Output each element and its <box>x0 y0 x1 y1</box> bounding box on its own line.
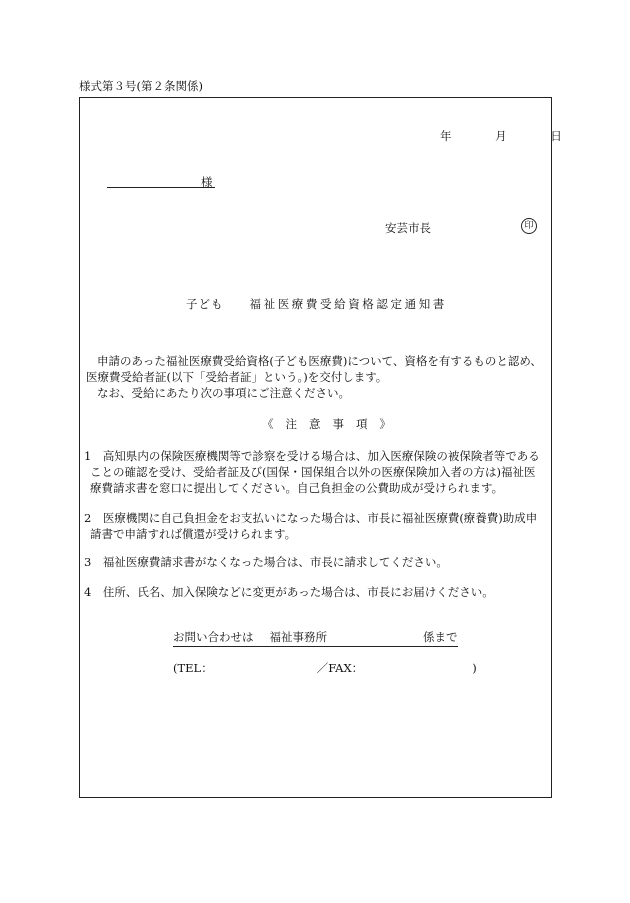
notes-heading-char-1: 注 <box>285 417 297 431</box>
contact-label: お問い合わせは <box>173 630 254 644</box>
seal-stamp: 印 <box>521 218 537 234</box>
issuer-title: 安芸市長 <box>385 221 431 235</box>
date-line <box>440 128 562 144</box>
note-1-line-2: ことの確認を受け、受給者証及び(国保・国保組合以外の医療保険加入者の方は)福祉医 <box>90 465 536 479</box>
date-day: 日 <box>550 129 562 143</box>
addressee-blank-line <box>107 186 215 188</box>
note-item-1 <box>84 448 550 496</box>
notes-heading-char-3: 事 <box>332 417 344 431</box>
contact-underlined <box>173 629 423 647</box>
intro-line-3: なお、受給にあたり次の事項にご注意ください。 <box>97 386 350 400</box>
note-1-line-3: 療費請求書を窓口に提出してください。自己負担金の公費助成が受けられます。 <box>90 481 504 495</box>
intro-line-2: 医療費受給者証(以下「受給者証」という。)を交付します。 <box>86 370 388 384</box>
document-title <box>186 296 447 312</box>
note-item-4 <box>84 584 550 600</box>
intro-line-1: 申請のあった福祉医療費受給資格(子ども医療費)について、資格を有するものと認め、 <box>97 354 542 368</box>
contact-office: 福祉事務所 <box>269 630 327 644</box>
notes-heading-char-2: 意 <box>309 417 321 431</box>
intro-paragraph <box>86 353 550 401</box>
tel-label: (TEL： <box>173 661 213 675</box>
notes-heading-char-4: 項 <box>356 417 368 431</box>
note-4-line-1: 4 住所、氏名、加入保険などに変更があった場合は、市長にお届けください。 <box>84 585 494 599</box>
note-1-line-1: 1 高知県内の保険医療機関等で診察を受ける場合は、加入医療保険の被保険者等である <box>84 449 540 463</box>
notice-frame <box>79 97 562 798</box>
addressee-suffix: 様 <box>201 175 213 189</box>
note-item-3 <box>84 554 550 570</box>
notes-heading-close: 》 <box>379 417 391 431</box>
tel-fax-line <box>173 660 477 676</box>
fax-label: ／FAX： <box>316 661 364 675</box>
title-part-1: 子ども <box>186 297 224 311</box>
title-part-2: 福祉医療費受給資格認定通知書 <box>249 297 447 311</box>
note-2-line-1: 2 医療機関に自己負担金をお支払いになった場合は、市長に福祉医療費(療養費)助成申 <box>84 511 538 525</box>
note-2-line-2: 請書で申請すれば償還が受けられます。 <box>90 527 297 541</box>
note-3-line-1: 3 福祉医療費請求書がなくなった場合は、市長に請求してください。 <box>84 555 448 569</box>
date-month: 月 <box>495 129 507 143</box>
form-number: 様式第３号(第２条関係) <box>79 79 203 93</box>
date-year: 年 <box>440 129 452 143</box>
tel-fax-close: ) <box>472 661 477 675</box>
notes-heading <box>256 416 397 432</box>
contact-line <box>173 629 458 647</box>
note-item-2 <box>84 510 550 542</box>
contact-suffix: 係まで <box>423 629 458 647</box>
notes-heading-open: 《 <box>262 417 274 431</box>
